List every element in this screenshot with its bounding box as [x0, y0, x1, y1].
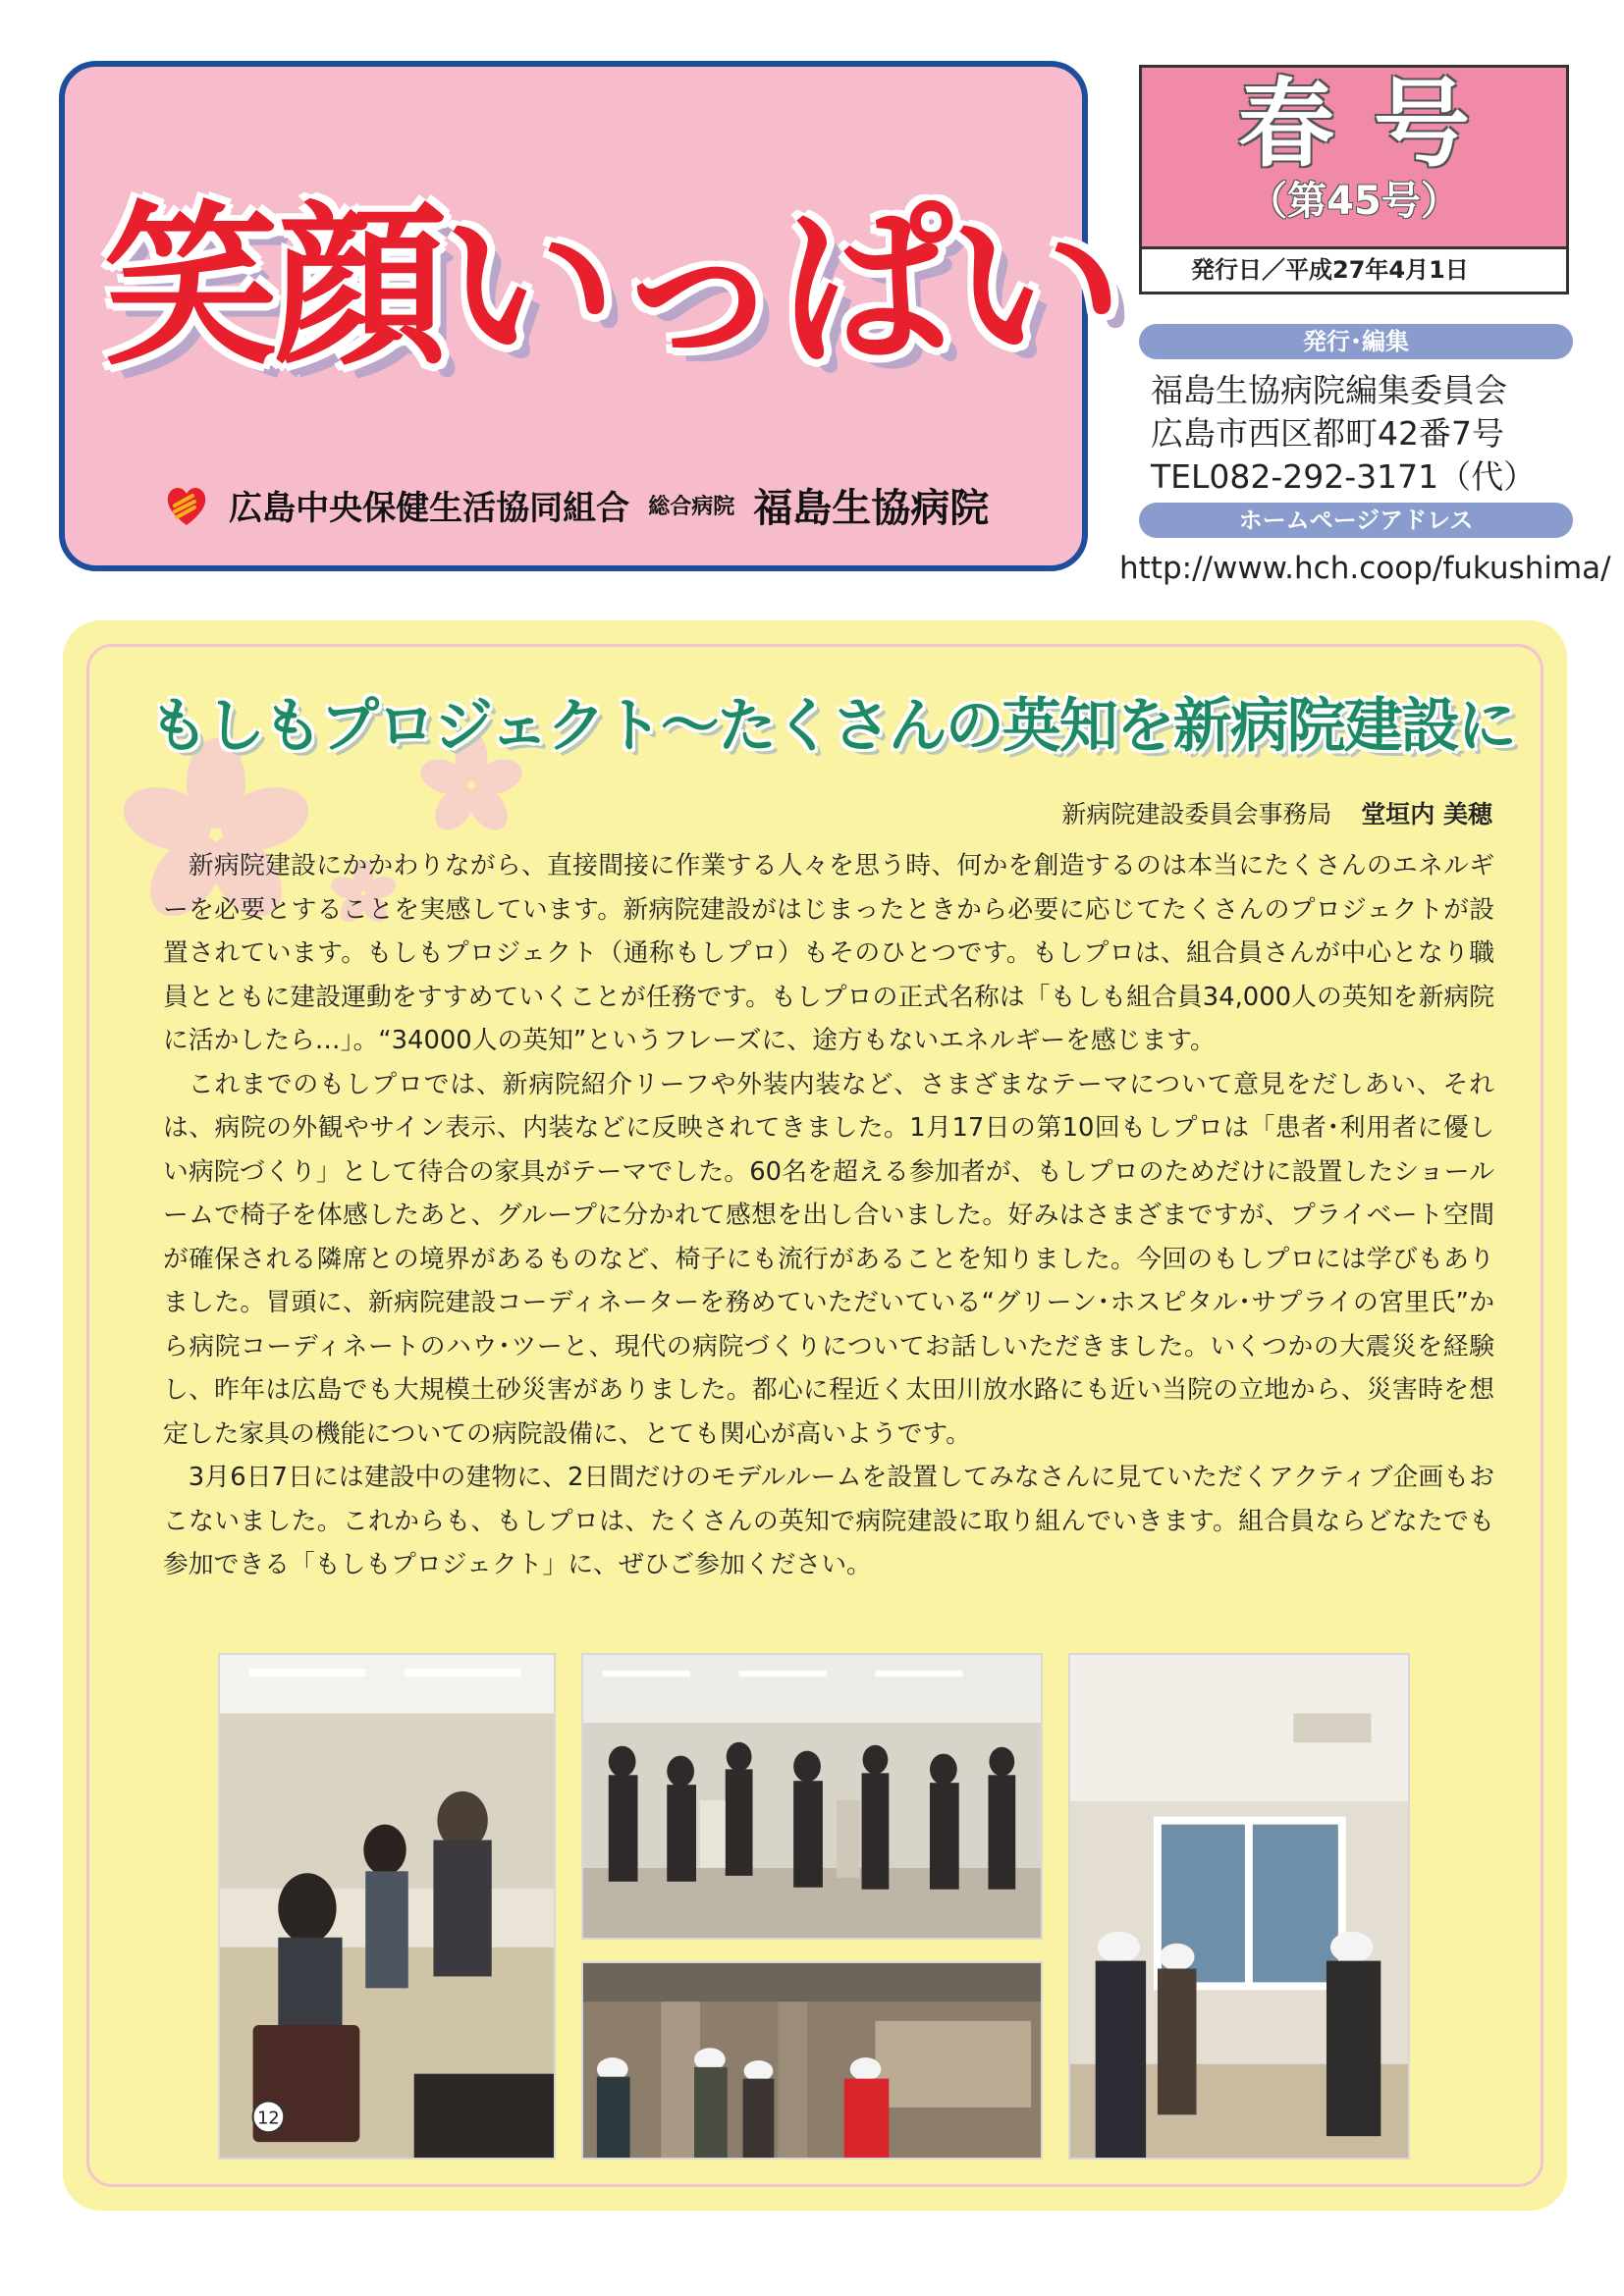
newsletter-title: 笑顔いっぱい [104, 186, 1117, 389]
article-paragraph: 新病院建設にかかわりながら、直接間接に作業する人々を思う時、何かを創造するのは本当にたくさんのエネルギーを必要とすることを実感しています。新病院建設がはじまったときから必要に応じてたくさんのプロジェクトが設置されています。もしもプロジェクト（通称もしプロ）もそのひとつです。もしプロは、組合員さんが中心となり職員とともに建設運動をすすめていくことが任務です。もしプロの正式名称は「もしも組合員34,000人の英知を新病院に活かしたら…」。“34000人の英知”というフレーズに、途方もないエネルギーを感じます。 [163, 851, 1494, 1055]
publisher-phone: TEL082-292-3171（代） [1151, 457, 1537, 496]
article-title: もしもプロジェクト～たくさんの英知を新病院建設に [149, 692, 1515, 761]
publisher-label: 発行･編集 [1139, 324, 1573, 359]
photo-showroom-chairs [218, 1653, 556, 2160]
publisher-address: 広島市西区都町42番7号 [1151, 414, 1504, 453]
photo-construction-site [581, 1961, 1043, 2160]
photo-model-room [1068, 1653, 1410, 2160]
homepage-label: ホームページアドレス [1139, 503, 1573, 538]
chair-number-tag: 12 [257, 2108, 280, 2129]
photo-workshop-crowd [581, 1653, 1043, 1940]
article-paragraph: 3月6日7日には建設中の建物に、2日間だけのモデルルームを設置してみなさんに見ていただくアクティブ企画もおこないました。これからも、もしプロは、たくさんの英知で病院建設に取り組んでいきます。組合員ならどなたでも参加できる「もしもプロジェクト」に、ぜひご参加ください。 [163, 1463, 1494, 1579]
issue-date: 発行日／平成27年4月1日 [1139, 249, 1569, 294]
organization-row [163, 477, 989, 536]
masthead [59, 61, 1117, 571]
issue-season: 春号 [1237, 69, 1509, 181]
hospital-name: 福島生協病院 [753, 486, 990, 531]
article-body [163, 844, 1494, 1587]
byline-department: 新病院建設委員会事務局 [1061, 800, 1332, 828]
issue-box [1139, 65, 1569, 249]
publisher-editorial-committee: 福島生協病院編集委員会 [1151, 371, 1507, 409]
organization-type: 総合病院 [648, 495, 735, 519]
homepage-url[interactable]: http://www.hch.coop/fukushima/ [1119, 551, 1611, 586]
byline-author: 堂垣内 美穂 [1361, 800, 1492, 828]
organization-name: 広島中央保健生活協同組合 [229, 489, 630, 528]
issue-number: （第45号） [1248, 179, 1460, 224]
article-paragraph: これまでのもしプロでは、新病院紹介リーフや外装内装など、さまざまなテーマについて意見をだしあい、それは、病院の外観やサイン表示、内装などに反映されてきました。1月17日の第10回もしプロは「患者･利用者に優しい病院づくり」として待合の家具がテーマでした。60名を超える参加者が、もしプロのためだけに設置したショールームで椅子を体感したあと、グループに分かれて感想を出し合いました。好みはさまざまですが、プライベート空間が確保される隣席との境界があるものなど、椅子にも流行があることを知りました。今回のもしプロには学びもありました。冒頭に、新病院建設コーディネーターを務めていただいている“グリーン･ホスピタル･サプライの宮里氏”から病院コーディネートのハウ･ツーと、現代の病院づくりについてお話しいただきました。いくつかの大震災を経験し、昨年は広島でも大規模土砂災害がありました。都心に程近く太田川放水路にも近い当院の立地から、災害時を想定した家具の機能についての病院設備に、とても関心が高いようです。 [163, 1069, 1494, 1449]
article-byline [884, 797, 1492, 832]
coop-hands-logo-icon [163, 482, 210, 529]
